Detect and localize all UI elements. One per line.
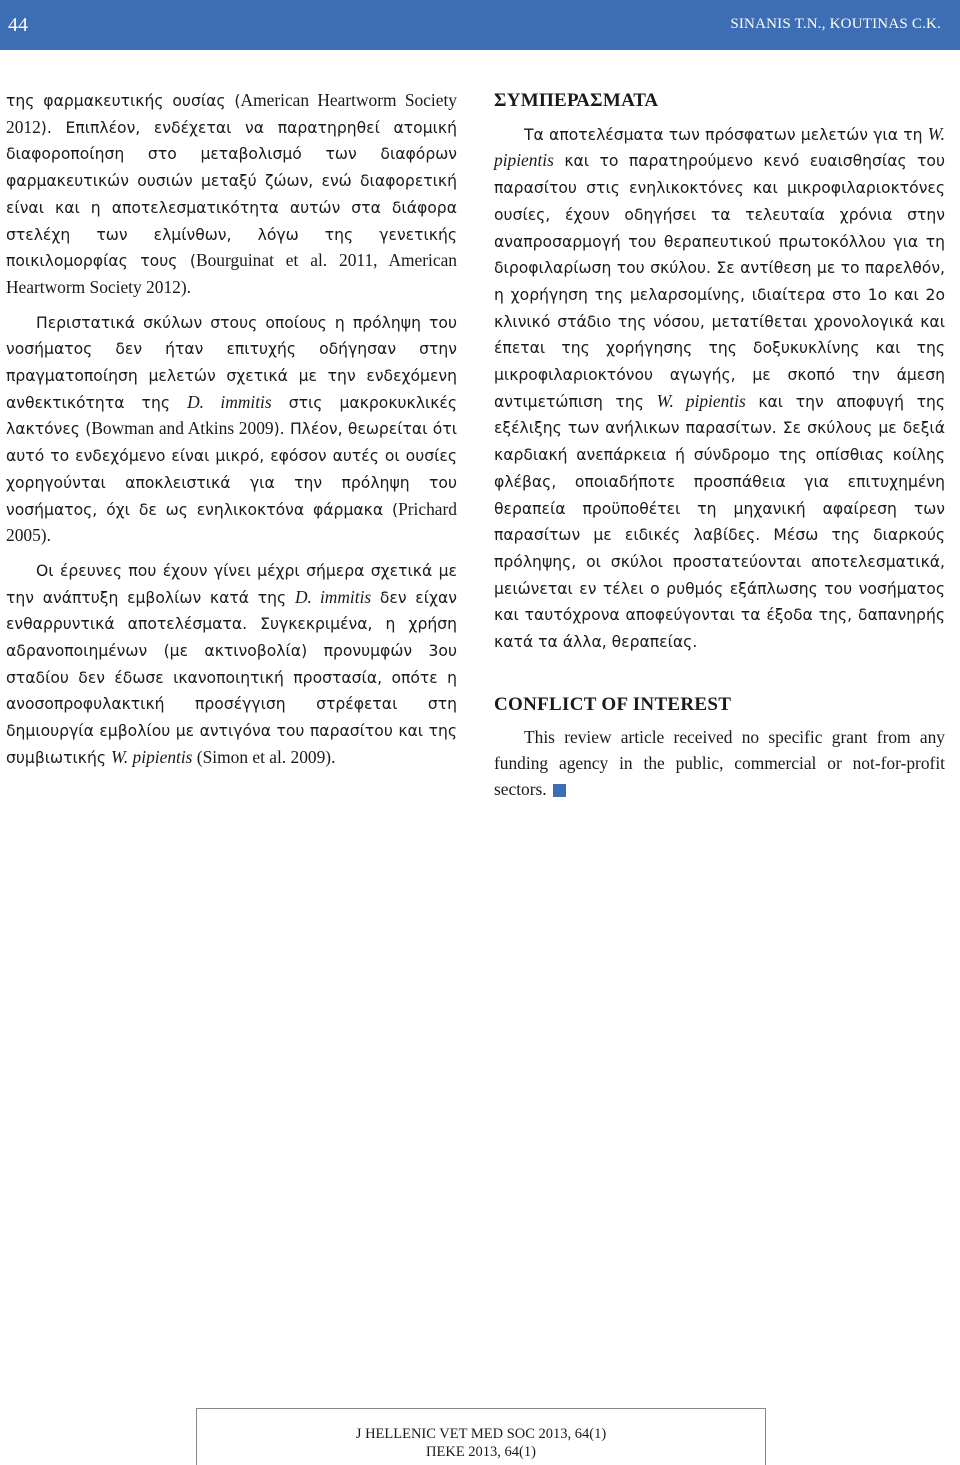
page-footer	[196, 1408, 766, 1465]
citation: American Heartworm Society 2012	[6, 90, 457, 137]
right-paragraph-1	[494, 122, 945, 656]
left-paragraph-1	[6, 88, 457, 301]
page-header-bar	[0, 0, 960, 50]
citation: Simon et al. 2009	[202, 746, 326, 767]
species-name: W. pipientis	[494, 123, 945, 171]
page-number: 44	[8, 14, 28, 36]
citation: Bourguinat et al. 2011, American Heartworm Society 2012	[6, 250, 457, 297]
left-paragraph-2	[6, 310, 457, 549]
text-run: της φαρμακευτικής ουσίας (	[6, 92, 241, 110]
right-paragraph-2	[494, 725, 945, 802]
species-name: D. immitis	[187, 391, 272, 412]
text-run: και την αποφυγή της εξέλιξης των ανήλικων παρασίτων. Σε σκύλους με δεξιά καρδιακή ανεπάρκεια ή σύνδρομο της οπίσθιας κοίλης φλέβας, οποιαδήποτε προσπάθεια για επιτυχημένη θεραπεία προϋποθέτει τη μηχανική αφαίρεση των παρασίτων με ειδικές λαβίδες. Μέσω της διαρκούς πρόληψης, οι σκύλοι προστατεύονται αποτελεσματικά, μειώνεται εν τέλει ο ρυθμός εξάπλωσης του νοσήματος και ταυτόχρονα αποφεύγονται τα έξοδα της, δαπανηρής κατά τα άλλα, θεραπείας.	[494, 392, 945, 652]
left-paragraph-3	[6, 558, 457, 772]
footer-journal-english: J HELLENIC VET MED SOC 2013, 64(1)	[355, 1426, 607, 1442]
text-run: ).	[40, 525, 51, 546]
species-name: W. pipientis	[110, 746, 193, 767]
species-name: W. pipientis	[656, 390, 746, 411]
text-run: ). Πλέον, θεωρείται ότι αυτό το ενδεχόμενο είναι μικρό, εφόσον αυτές οι ουσίες χορηγούνται αποκλειστικά για την πρόληψη του νοσήματος, όχι δε ως ενηλικοκτόνα φάρμακα (	[6, 420, 457, 519]
text-run: δεν είχαν ενθαρρυντικά αποτελέσματα. Συγκεκριμένα, η χρήση αδρανοποιημένων (με ακτινοβολία) προνυμφών 3ου σταδίου δεν έδωσε ικανοποιητική προστασία, οπότε η ανοσοπροφυλακτική προσέγγιση στρέφεται στη δημιουργία εμβολίου με αντιγόνα του παρασίτου και της συμβιωτικής	[6, 588, 458, 767]
running-head-authors: SINANIS T.N., KOUTINAS C.K.	[730, 16, 941, 32]
citation: Prichard 2005	[6, 498, 457, 546]
text-run: και το παρατηρούμενο κενό ευαισθησίας του παρασίτου στις ενηλικοκτόνες και μικροφιλαριοκτόνες ουσίες, έχουν οδηγήσει τα τελευταία χρόνια στην αναπροσαρμογή του θεραπευτικού πρωτοκόλλου για τη διροφιλαρίωση του σκύλου. Σε αντίθεση με το παρελθόν, η χορήγηση της μελαρσομίνης, ιδιαίτερα στο 1ο και 2ο κλινικό στάδιο της νόσου, μετατίθεται χρονολογικά και έπεται της χορήγησης της δοξυκυκλίνης και της μικροφιλαριοκτόνου αγωγής, με σκοπό την άμεση αντιμετώπιση της	[494, 152, 945, 411]
right-column	[494, 88, 945, 803]
end-of-article-square-icon	[553, 784, 566, 797]
text-run: Τα αποτελέσματα των πρόσφατων μελετών για τη	[524, 125, 928, 144]
text-run: ).	[180, 276, 191, 297]
footer-journal-greek: ΠΕΚΕ 2013, 64(1)	[426, 1444, 536, 1460]
text-run: Οι έρευνες που έχουν γίνει μέχρι σήμερα σχετικά με την ανάπτυξη εμβολίων κατά της	[6, 561, 457, 607]
section-heading-conclusions: ΣΥΜΠΕΡΑΣΜΑΤΑ	[494, 90, 659, 111]
text-run: This review article received no specific grant from any funding agency in the public, commercial or not-for-profit sectors.	[494, 727, 945, 799]
text-run: (	[192, 746, 203, 767]
text-run: ). Επιπλέον, ενδέχεται να παρατηρηθεί ατομική διαφοροποίηση στο μεταβολισμό των διαφόρων φαρμακευτικών ουσιών μεταξύ ζώων, ενώ διαφορετική είναι και η αποτελεσματικότητα αυτών στα διάφορα στελέχη των ελμίνθων, λόγω της γενετικής ποικιλομορφίας τους (	[6, 118, 457, 271]
text-run: ).	[325, 746, 336, 767]
text-run: Περιστατικά σκύλων στους οποίους η πρόληψη του νοσήματος δεν ήταν επιτυχής οδήγησαν στην πραγματοποίηση μελετών σχετικά με την ενδεχόμενη ανθεκτικότητα της	[6, 313, 457, 412]
text-run: στις μακροκυκλικές λακτόνες (	[6, 393, 458, 439]
citation: Bowman and Atkins 2009	[91, 418, 274, 439]
species-name: D. immitis	[294, 586, 372, 607]
section-heading-conflict-of-interest: CONFLICT OF INTEREST	[494, 693, 732, 715]
left-column	[6, 88, 457, 772]
